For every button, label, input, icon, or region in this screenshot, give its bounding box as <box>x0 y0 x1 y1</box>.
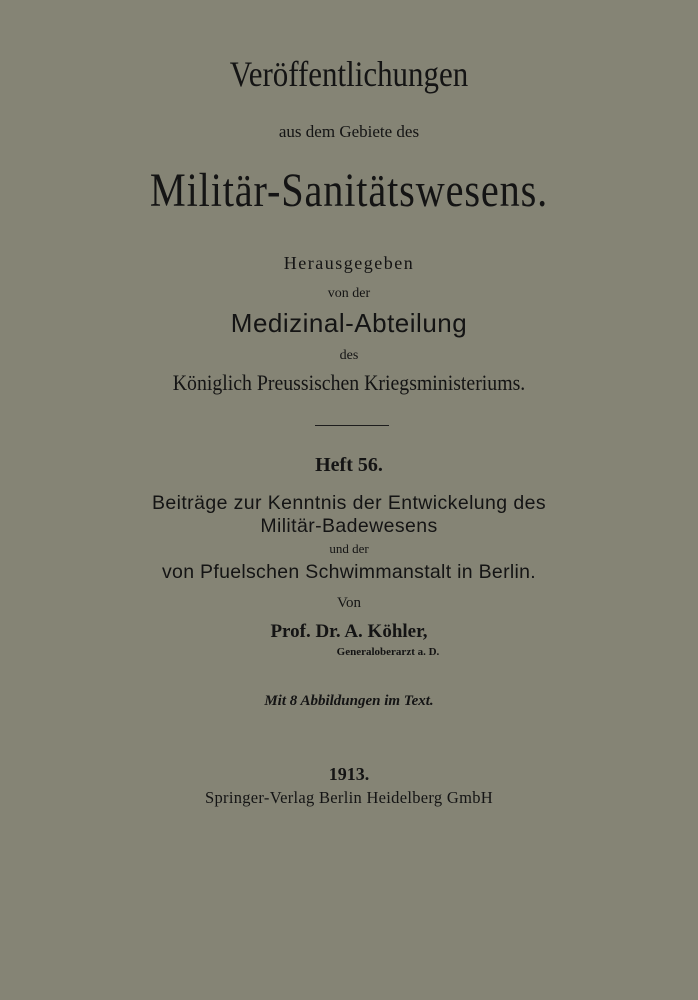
book-title-line-2: Militär-Badewesens <box>260 515 438 537</box>
book-title-line-3: von Pfuelschen Schwimmanstalt in Berlin. <box>162 561 536 583</box>
publisher: Springer-Verlag Berlin Heidelberg GmbH <box>205 788 493 807</box>
editor-des: des <box>339 348 359 363</box>
series-title: Veröffentlichungen <box>229 54 469 94</box>
byline-von: Von <box>337 595 361 611</box>
author-name: Prof. Dr. A. Köhler, <box>270 621 428 642</box>
series-subtitle: aus dem Gebiete des <box>278 122 420 141</box>
divider-rule <box>315 425 389 426</box>
book-title-line-1: Beiträge zur Kenntnis der Entwickelung des <box>151 492 546 514</box>
issue-number: Heft 56. <box>315 454 383 476</box>
editor-ministry: Königlich Preussischen Kriegsministeriums. <box>172 370 526 395</box>
book-title-conjunction: und der <box>329 541 369 556</box>
editor-name: Medizinal-Abteilung <box>230 308 468 338</box>
editor-label: Herausgegeben <box>283 253 415 273</box>
series-main-title: Militär-Sanitätswesens. <box>149 164 549 217</box>
editor-von: von der <box>327 286 371 301</box>
publication-year: 1913. <box>328 764 370 784</box>
author-title: Generaloberarzt a. D. <box>336 646 440 658</box>
illustrations-note: Mit 8 Abbildungen im Text. <box>264 693 434 709</box>
